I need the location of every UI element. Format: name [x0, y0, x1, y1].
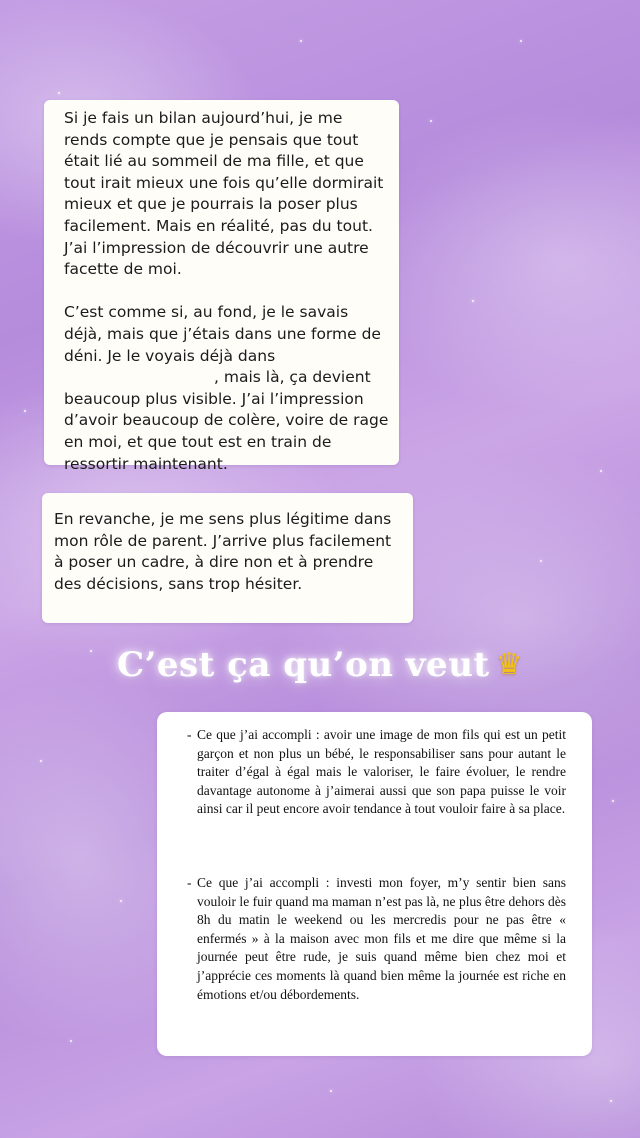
message-bubble-1 [44, 100, 399, 473]
message-paragraph-2-start: C’est comme si, au fond, je le savais déjà, mais que j’étais dans une forme de déni. Je le voyais déjà dans [64, 303, 381, 365]
paragraph-gap [64, 281, 389, 303]
message-text: En revanche, je me sens plus légitime dans mon rôle de parent. J’arrive plus facilement à poser un cadre, à dire non et à prendre des décisions, sans trop hésiter. [54, 510, 392, 593]
headline [0, 645, 640, 685]
document-item-1 [187, 726, 566, 819]
message-paragraph-2-end: , mais là, ça devient beaucoup plus visible. J’ai l’impression d’avoir beaucoup de colère, voire de rage en moi, et que tout est en train de ressortir maintenant. [64, 368, 389, 473]
document-item-2 [187, 874, 566, 1004]
document-item-text: Ce que j’ai accompli : avoir une image de mon fils qui est un petit garçon et non plus un bébé, le responsabiliser sans pour autant le traiter d’égal à égal mais le valoriser, le faire évoluer, le rendre davantage autonome à j’aimerai aussi que son papa puisse le voir ainsi car il peut encore avoir tendance à tout vouloir faire à sa place. [197, 727, 566, 817]
document-card [157, 712, 592, 1056]
bullet-dash: - [187, 874, 192, 890]
redacted-text [64, 371, 214, 385]
message-paragraph-1: Si je fais un bilan aujourd’hui, je me rends compte que je pensais que tout était lié au sommeil de ma fille, et que tout irait mieux une fois qu’elle dormirait mieux et que je pourrais la poser plus facilement. Mais en réalité, pas du tout. J’ai l’impression de découvrir une autre facette de moi. [64, 109, 384, 279]
headline-text: C’est ça qu’on veut [116, 645, 490, 685]
bullet-dash: - [187, 727, 192, 742]
message-paragraph-2 [64, 302, 389, 475]
message-bubble-2 [42, 493, 413, 623]
crown-icon: ♛ [495, 647, 524, 682]
document-item-text: Ce que j’ai accompli : investi mon foyer, m’y sentir bien sans vouloir le fuir quand ma maman n’est pas là, ne plus être dehors dès 8h du matin le weekend ou les mercredis pour ne pas être « enfermés » à la maison avec mon fils et me dire que même si la journée peut être rude, je suis quand même bien chez moi et j’apprécie ces moments là quand bien même la journée est riche en émotions et/ou débordements. [197, 874, 566, 1002]
